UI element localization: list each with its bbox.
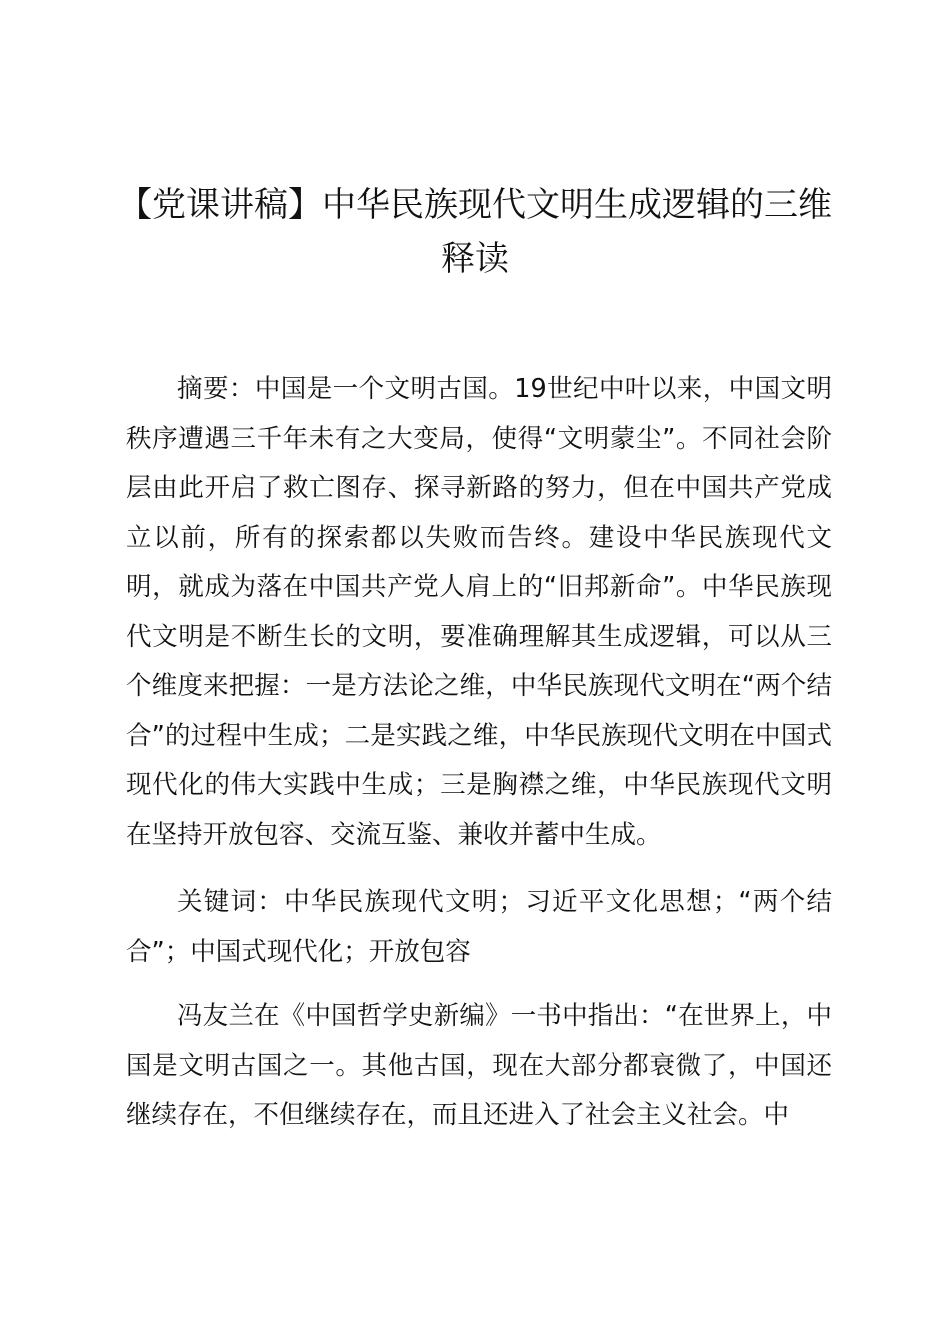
- abstract-paragraph: 摘要：中国是一个文明古国。19世纪中叶以来，中国文明秩序遭遇三千年未有之大变局，使得“文明蒙尘”。不同社会阶层由此开启了救亡图存、探寻新路的努力，但在中国共产党成立以前，所有的探索都以失败而告终。建设中华民族现代文明，就成为落在中国共产党人肩上的“旧邦新命”。中华民族现代文明是不断生长的文明，要准确理解其生成逻辑，可以从三个维度来把握：一是方法论之维，中华民族现代文明在“两个结合”的过程中生成；二是实践之维，中华民族现代文明在中国式现代化的伟大实践中生成；三是胸襟之维，中华民族现代文明在坚持开放包容、交流互鉴、兼收并蓄中生成。: [126, 374, 832, 850]
- keywords-paragraph: 关键词：中华民族现代文明；习近平文化思想；“两个结合”；中国式现代化；开放包容: [126, 887, 832, 967]
- intro-paragraph: 冯友兰在《中国哲学史新编》一书中指出：“在世界上，中国是文明古国之一。其他古国，现在大部分都衰微了，中国还继续存在，不但继续存在，而且还进入了社会主义社会。中: [126, 1001, 832, 1130]
- document-title: 【党课讲稿】中华民族现代文明生成逻辑的三维释读: [118, 185, 832, 279]
